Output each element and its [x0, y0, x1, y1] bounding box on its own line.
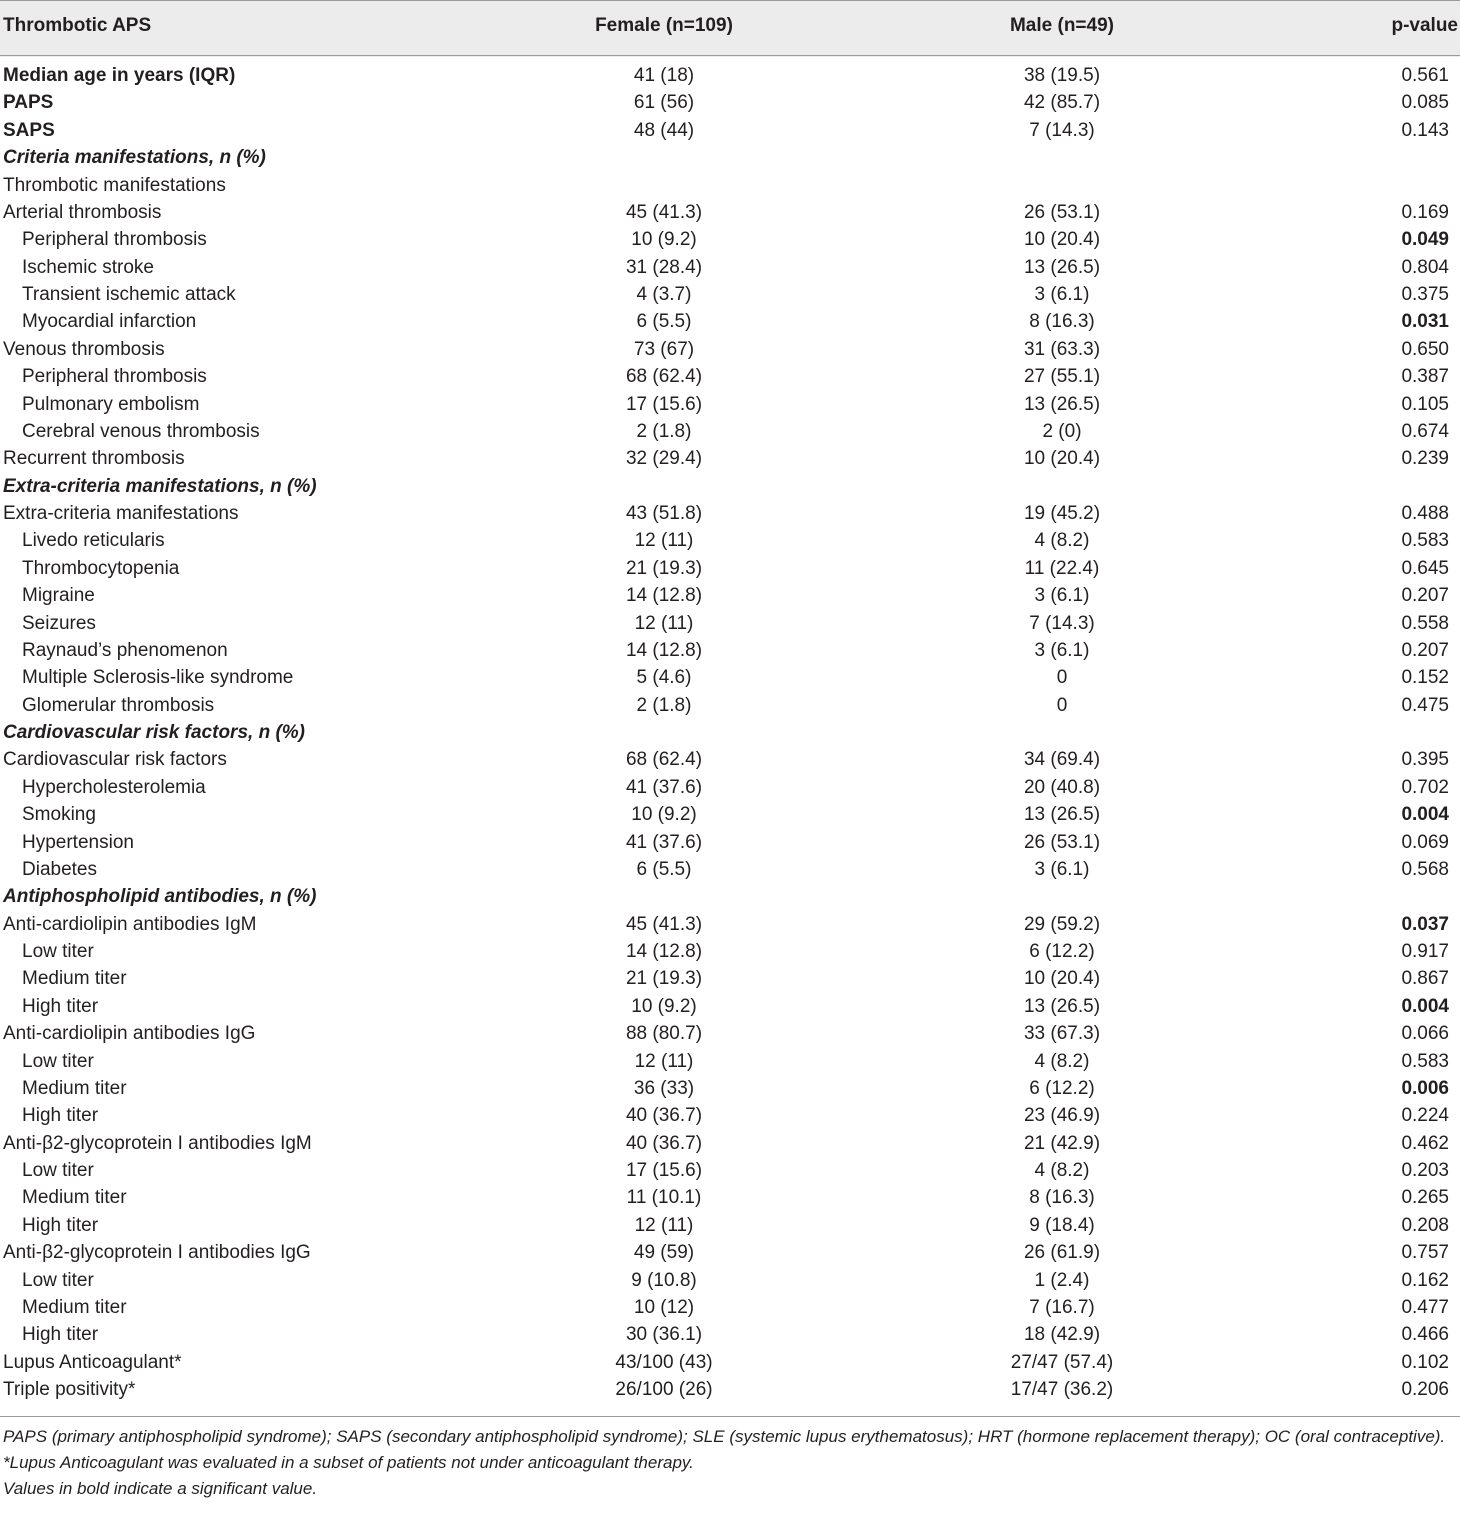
row-label: Myocardial infarction: [22, 311, 197, 333]
male-value: 13 (26.5): [1023, 256, 1101, 278]
row-label: High titer: [22, 1214, 99, 1236]
female-value: 2 (1.8): [636, 694, 692, 716]
female-value: 26/100 (26): [615, 1379, 713, 1400]
female-value: 9 (10.8): [631, 1269, 697, 1291]
male-value: 34 (69.4): [1023, 749, 1101, 771]
male-value: 3 (6.1): [1034, 858, 1090, 880]
p-value: 0.867: [1401, 968, 1449, 990]
p-value: 0.152: [1401, 667, 1449, 689]
female-value: 12 (11): [634, 612, 694, 634]
table-row: [0, 336, 1460, 363]
p-value: 0.558: [1401, 612, 1449, 634]
row-label: Extra-criteria manifestations, n (%): [3, 475, 317, 497]
header-label-column: Thrombotic APS: [3, 15, 152, 36]
female-value: 10 (12): [633, 1296, 695, 1318]
row-label: Medium titer: [22, 968, 127, 990]
p-value: 0.143: [1401, 119, 1449, 141]
p-value: 0.207: [1401, 639, 1449, 661]
female-value: 43 (51.8): [625, 503, 703, 524]
table-row: [0, 993, 1460, 1020]
male-value: 27 (55.1): [1023, 366, 1101, 388]
table-row: [0, 1102, 1460, 1129]
header-male-column: Male (n=49): [1009, 15, 1114, 36]
table-row: [0, 582, 1460, 609]
table-row: [0, 1184, 1460, 1211]
female-value: 45 (41.3): [625, 201, 703, 223]
row-label: Hypertension: [22, 831, 134, 853]
row-label: Peripheral thrombosis: [22, 229, 207, 251]
p-value: 0.917: [1401, 941, 1449, 962]
row-label: Low titer: [22, 941, 94, 962]
male-value: 9 (18.4): [1029, 1214, 1095, 1236]
p-value: 0.102: [1401, 1351, 1449, 1373]
female-value: 5 (4.6): [636, 667, 692, 689]
male-value: 8 (16.3): [1029, 311, 1095, 333]
male-value: 8 (16.3): [1029, 1187, 1095, 1209]
table-row: [0, 1157, 1460, 1184]
row-label: Lupus Anticoagulant*: [3, 1351, 182, 1373]
male-value: 7 (16.7): [1029, 1296, 1095, 1318]
female-value: 21 (19.3): [625, 557, 703, 579]
table-row: [0, 801, 1460, 828]
table-row: [0, 1212, 1460, 1239]
male-value: 10 (20.4): [1023, 229, 1101, 251]
p-value: 0.069: [1401, 831, 1449, 853]
row-label: Extra-criteria manifestations: [3, 503, 239, 524]
table-row: [0, 89, 1460, 116]
male-value: 19 (45.2): [1023, 503, 1101, 524]
row-label: Low titer: [22, 1050, 94, 1072]
row-label: High titer: [22, 995, 99, 1017]
female-value: 17 (15.6): [625, 1160, 703, 1181]
row-label: Smoking: [22, 804, 96, 826]
p-value: 0.462: [1401, 1132, 1449, 1154]
table-row: [0, 637, 1460, 664]
female-value: 88 (80.7): [625, 1023, 703, 1045]
row-label: Thrombocytopenia: [22, 557, 180, 579]
p-value: 0.477: [1401, 1296, 1449, 1318]
p-value: 0.004: [1401, 804, 1449, 826]
p-value: 0.475: [1401, 694, 1449, 716]
male-value: 4 (8.2): [1034, 1050, 1090, 1072]
table-row: [0, 938, 1460, 965]
table-row: [0, 172, 1460, 199]
table-row: [0, 1130, 1460, 1157]
p-value: 0.224: [1401, 1105, 1449, 1127]
table-row: [0, 719, 1460, 746]
p-value: 0.004: [1401, 995, 1449, 1017]
p-value: 0.169: [1401, 201, 1449, 223]
male-value: 6 (12.2): [1029, 941, 1095, 962]
p-value: 0.702: [1401, 776, 1449, 798]
male-value: 38 (19.5): [1023, 65, 1101, 86]
table-row: [0, 308, 1460, 335]
female-value: 40 (36.7): [625, 1105, 703, 1127]
male-value: 42 (85.7): [1023, 92, 1101, 114]
p-value: 0.207: [1401, 585, 1449, 607]
table-row: [0, 1349, 1460, 1376]
p-value: 0.650: [1401, 338, 1449, 360]
p-value: 0.162: [1401, 1269, 1449, 1291]
female-value: 14 (12.8): [625, 941, 703, 962]
male-value: 26 (53.1): [1023, 831, 1101, 853]
male-value: 3 (6.1): [1034, 585, 1090, 607]
female-value: 41 (37.6): [625, 831, 703, 853]
p-value: 0.395: [1401, 749, 1449, 771]
row-label: Anti-cardiolipin antibodies IgG: [3, 1023, 256, 1045]
row-label: Medium titer: [22, 1296, 127, 1318]
row-label: Raynaud’s phenomenon: [22, 639, 228, 661]
female-value: 41 (18): [633, 65, 695, 86]
table-row: [0, 856, 1460, 883]
table-body: [0, 62, 1460, 1403]
table-row: [0, 1239, 1460, 1266]
table-row: [0, 254, 1460, 281]
row-label: Venous thrombosis: [3, 338, 165, 360]
female-value: 12 (11): [634, 1214, 694, 1236]
table-row: [0, 199, 1460, 226]
p-value: 0.105: [1401, 393, 1449, 415]
row-label: Diabetes: [22, 858, 97, 880]
table-row: [0, 144, 1460, 171]
female-value: 61 (56): [633, 92, 695, 114]
table-row: [0, 1075, 1460, 1102]
table-row: [0, 829, 1460, 856]
row-label: High titer: [22, 1105, 99, 1127]
female-value: 36 (33): [633, 1077, 695, 1099]
female-value: 32 (29.4): [625, 448, 703, 470]
male-value: 26 (61.9): [1023, 1242, 1101, 1264]
female-value: 48 (44): [633, 119, 695, 141]
row-label: Migraine: [22, 585, 95, 607]
row-label: Criteria manifestations, n (%): [3, 147, 266, 169]
row-label: Cardiovascular risk factors, n (%): [3, 722, 305, 743]
male-value: 31 (63.3): [1023, 338, 1101, 360]
p-value: 0.804: [1401, 256, 1449, 278]
p-value: 0.466: [1401, 1324, 1449, 1346]
table-row: [0, 445, 1460, 472]
male-value: 3 (6.1): [1034, 639, 1090, 661]
p-value: 0.488: [1401, 503, 1449, 524]
header-p-value-column: p-value: [1391, 15, 1458, 36]
male-value: 6 (12.2): [1029, 1077, 1095, 1099]
table-row: [0, 117, 1460, 144]
female-value: 10 (9.2): [631, 804, 697, 826]
row-label: Low titer: [22, 1160, 94, 1181]
p-value: 0.757: [1401, 1242, 1449, 1264]
female-value: 6 (5.5): [636, 858, 692, 880]
male-value: 20 (40.8): [1023, 776, 1101, 798]
row-label: Anti-β2-glycoprotein I antibodies IgG: [3, 1242, 311, 1264]
female-value: 10 (9.2): [631, 229, 697, 251]
row-label: Hypercholesterolemia: [22, 776, 206, 798]
p-value: 0.085: [1401, 92, 1449, 114]
female-value: 11 (10.1): [626, 1187, 702, 1209]
p-value: 0.561: [1401, 65, 1449, 86]
female-value: 30 (36.1): [625, 1324, 703, 1346]
row-label: Anti-cardiolipin antibodies IgM: [3, 913, 257, 935]
male-value: 27/47 (57.4): [1010, 1351, 1114, 1373]
row-label: Multiple Sclerosis-like syndrome: [22, 667, 294, 689]
row-label: Arterial thrombosis: [3, 201, 162, 223]
header-rule: [0, 55, 1460, 56]
female-value: 31 (28.4): [625, 256, 703, 278]
row-label: High titer: [22, 1324, 99, 1346]
row-label: PAPS: [3, 92, 54, 114]
row-label: Transient ischemic attack: [22, 284, 236, 305]
female-value: 45 (41.3): [625, 913, 703, 935]
male-value: 29 (59.2): [1023, 913, 1101, 935]
row-label: Antiphospholipid antibodies, n (%): [3, 886, 317, 908]
female-value: 40 (36.7): [625, 1132, 703, 1154]
p-value: 0.049: [1401, 229, 1449, 251]
row-label: Triple positivity*: [3, 1379, 136, 1400]
table-row: [0, 1048, 1460, 1075]
male-value: 13 (26.5): [1023, 393, 1101, 415]
male-value: 7 (14.3): [1029, 612, 1095, 634]
table-row: [0, 1267, 1460, 1294]
row-label: Cardiovascular risk factors: [3, 749, 227, 771]
female-value: 73 (67): [633, 338, 695, 360]
male-value: 2 (0): [1042, 420, 1082, 442]
row-label: Thrombotic manifestations: [3, 174, 226, 196]
p-value: 0.037: [1401, 913, 1449, 935]
row-label: Medium titer: [22, 1077, 127, 1099]
table-row: [0, 418, 1460, 445]
table-row: [0, 391, 1460, 418]
male-value: 10 (20.4): [1023, 968, 1101, 990]
male-value: 0: [1056, 667, 1068, 689]
table-row: [0, 965, 1460, 992]
p-value: 0.568: [1401, 858, 1449, 880]
table-row: [0, 610, 1460, 637]
p-value: 0.239: [1401, 448, 1449, 470]
female-value: 68 (62.4): [625, 749, 703, 771]
row-label: Seizures: [22, 612, 96, 634]
p-value: 0.645: [1401, 557, 1449, 579]
female-value: 4 (3.7): [636, 284, 692, 305]
male-value: 18 (42.9): [1023, 1324, 1101, 1346]
p-value: 0.375: [1401, 284, 1449, 305]
table-row: [0, 911, 1460, 938]
row-label: Pulmonary embolism: [22, 393, 200, 415]
female-value: 49 (59): [633, 1242, 695, 1264]
female-value: 43/100 (43): [615, 1351, 713, 1373]
table-row: [0, 281, 1460, 308]
row-label: Glomerular thrombosis: [22, 694, 215, 716]
footnote-lupus: *Lupus Anticoagulant was evaluated in a subset of patients not under anticoagulant therapy.: [3, 1453, 694, 1472]
row-label: Recurrent thrombosis: [3, 448, 185, 470]
female-value: 41 (37.6): [625, 776, 703, 798]
row-label: Cerebral venous thrombosis: [22, 420, 260, 442]
table-row: [0, 774, 1460, 801]
table-header-row: [0, 0, 1460, 54]
male-value: 13 (26.5): [1023, 995, 1101, 1017]
p-value: 0.387: [1401, 366, 1449, 388]
footnote-abbreviations: PAPS (primary antiphospholipid syndrome); SAPS (secondary antiphospholipid syndrome); SLE (systemic lupus erythematosus); HRT (hormone replacement therapy); OC (oral contraceptive).: [3, 1427, 1446, 1446]
p-value: 0.674: [1401, 420, 1449, 442]
p-value: 0.583: [1401, 530, 1449, 552]
row-label: Median age in years (IQR): [3, 65, 236, 86]
row-label: Ischemic stroke: [22, 256, 154, 278]
row-label: Livedo reticularis: [22, 530, 165, 552]
table-row: [0, 1294, 1460, 1321]
female-value: 17 (15.6): [625, 393, 703, 415]
table-bottom-rule: [0, 1416, 1460, 1417]
table-row: [0, 692, 1460, 719]
male-value: 3 (6.1): [1034, 284, 1090, 305]
male-value: 11 (22.4): [1024, 557, 1100, 579]
male-value: 0: [1056, 694, 1068, 716]
p-value: 0.066: [1401, 1023, 1449, 1045]
male-value: 17/47 (36.2): [1010, 1379, 1114, 1400]
table-row: [0, 527, 1460, 554]
male-value: 13 (26.5): [1023, 804, 1101, 826]
row-label: SAPS: [3, 119, 55, 141]
p-value: 0.208: [1401, 1214, 1449, 1236]
female-value: 10 (9.2): [631, 995, 697, 1017]
male-value: 23 (46.9): [1023, 1105, 1101, 1127]
female-value: 12 (11): [634, 530, 694, 552]
female-value: 14 (12.8): [625, 585, 703, 607]
header-female-column: Female (n=109): [595, 15, 733, 36]
table-row: [0, 746, 1460, 773]
male-value: 21 (42.9): [1023, 1132, 1101, 1154]
male-value: 33 (67.3): [1023, 1023, 1101, 1045]
table-row: [0, 1376, 1460, 1403]
female-value: 6 (5.5): [636, 311, 692, 333]
row-label: Medium titer: [22, 1187, 127, 1209]
table-footnotes: [3, 1424, 1455, 1502]
male-value: 4 (8.2): [1034, 530, 1090, 552]
table-row: [0, 363, 1460, 390]
table-row: [0, 883, 1460, 910]
female-value: 12 (11): [634, 1050, 694, 1072]
male-value: 10 (20.4): [1023, 448, 1101, 470]
table-row: [0, 473, 1460, 500]
p-value: 0.031: [1401, 311, 1449, 333]
table-row: [0, 226, 1460, 253]
table-row: [0, 1321, 1460, 1348]
p-value: 0.265: [1401, 1187, 1449, 1209]
male-value: 1 (2.4): [1034, 1269, 1090, 1291]
table-row: [0, 555, 1460, 582]
p-value: 0.006: [1401, 1077, 1449, 1099]
table-row: [0, 1020, 1460, 1047]
male-value: 4 (8.2): [1034, 1160, 1090, 1181]
table-row: [0, 62, 1460, 89]
female-value: 21 (19.3): [625, 968, 703, 990]
p-value: 0.206: [1401, 1379, 1449, 1400]
female-value: 14 (12.8): [625, 639, 703, 661]
male-value: 26 (53.1): [1023, 201, 1101, 223]
p-value: 0.203: [1401, 1160, 1449, 1181]
table-row: [0, 664, 1460, 691]
female-value: 2 (1.8): [636, 420, 692, 442]
p-value: 0.583: [1401, 1050, 1449, 1072]
footnote-bold: Values in bold indicate a significant value.: [3, 1479, 318, 1498]
row-label: Peripheral thrombosis: [22, 366, 207, 388]
row-label: Low titer: [22, 1269, 94, 1291]
row-label: Anti-β2-glycoprotein I antibodies IgM: [3, 1132, 312, 1154]
female-value: 68 (62.4): [625, 366, 703, 388]
table-row: [0, 500, 1460, 527]
male-value: 7 (14.3): [1029, 119, 1095, 141]
